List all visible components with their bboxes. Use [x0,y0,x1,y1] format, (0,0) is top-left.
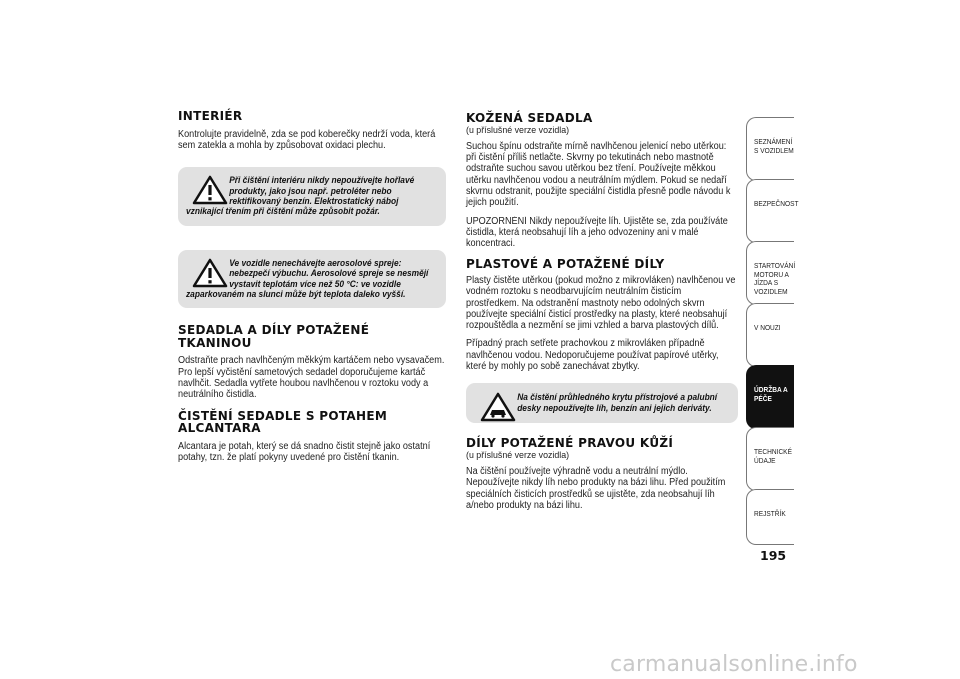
warning-box-flammable [178,167,446,226]
alcantara-text: Alcantara je potah, který se dá snadno čistit stejně jako ostatní potahy, tzn. že platí pokyny uvedené pro čistění tkanin. [178,440,431,463]
kuze-text: Na čištění používejte výhradně vodu a neutrální mýdlo. Nepoužívejte nikdy líh nebo produkty na bázi lihu. Před použitím speciálních čisticích prostředků se ujistěte, zda neobsahují líh a/nebo produkty na bázi lihu. [466,465,726,511]
section-heading-kuze: DÍLY POTAŽENÉ PRAVOU KŮŽÍ [466,436,674,451]
page-number: 195 [760,548,787,563]
section-heading-plastove: PLASTOVÉ A POTAŽENÉ DÍLY [466,257,665,272]
tab-seznameni[interactable]: SEZNÁMENÍ S VOZIDLEM [746,117,794,181]
warning-text-flammable: Při čištění interiéru nikdy nepoužívejte hořlavé produkty, jako jsou např. petroléter nebo rektifikovaný benzín. Elektrostatický náboj vznikající třením při čištění může způsobit požár. [186,175,415,217]
warning-box-aerosol [178,250,446,309]
tab-udrzba-active[interactable]: ÚDRŽBA A PÉČE [746,365,794,429]
right-column [466,112,738,518]
kozena-notice: UPOZORNĚNÍ Nikdy nepoužívejte líh. Ujistěte se, zda používáte čistidla, která neobsahují líh a jeho odvozeniny ani v malé koncentraci. [466,215,728,250]
warning-text-dashboard: Na čistění průhledného krytu přístrojové a palubní desky nepoužívejte líh, benzín ani jejich deriváty. [517,392,718,413]
tab-technicke-udaje[interactable]: TECHNICKÉ ÚDAJE [746,427,794,491]
tab-v-nouzi[interactable]: V NOUZI [746,303,794,367]
tab-rejstrik[interactable]: REJSTŘÍK [746,489,794,545]
tab-startovani[interactable]: STARTOVÁNÍ MOTORU A JÍZDA S VOZIDLEM [746,241,794,305]
kozena-text: Suchou špínu odstraňte mírně navlhčenou jelenicí nebo utěrkou: při čistění příliš netlačte. Skvrny po tekutinách nebo mastnotě odstraňte suchou savou utěrkou bez tření. Používejte měkkou utěrku navlhčenou vodou a neutrálním mýdlem. Pokud se nedaří skvrnu odstranit, použijte speciální čistidla přesně podle návodu k jejich použití. [466,140,731,209]
warning-text-aerosol: Ve vozidle nenechávejte aerosolové spreje: nebezpečí výbuchu. Aerosolové spreje se nesmějí vystavit teplotám více než 50 °C: ve vozidle zaparkovaném na slunci může být teplota daleko vyšší. [186,257,429,299]
tab-bezpecnost[interactable]: BEZPEČNOST [746,179,794,243]
section-heading-alcantara: ČISTĚNÍ SEDADLE S POTAHEM ALCANTARA [178,408,388,436]
kozena-subtitle: (u příslušné verze vozidla) [466,124,570,136]
section-heading-kozena: KOŽENÁ SEDADLA [466,111,593,125]
plastove-text: Plasty čistěte utěrkou (pokud možno z mikrovláken) navlhčenou ve vodném roztoku s neodbarvujícím neutrálním čisticím prostředkem. Na odstranění mastnoty nebo odolných skvrn používejte speciální čisticí prostředky na plasty, které neobsahují rozpouštědla a nezmění se jimi vzhled a barva plastových dílů. [466,274,736,332]
section-heading-interier: INTERIÉR [178,109,243,123]
watermark: carmanualsonline.info [610,652,858,677]
left-column [178,110,446,470]
interier-text: Kontrolujte pravidelně, zda se pod koberečky nedrží voda, která sem zatekla a mohla by způsobovat oxidaci plechu. [178,128,436,151]
plastove-text-2: Případný prach setřete prachovkou z mikrovláken případně navlhčenou vodou. Nedoporučujeme používat papírové utěrky, které by mohly po sobě zanechávat zbytky. [466,338,719,373]
sedadla-text: Odstraňte prach navlhčeným měkkým kartáčem nebo vysavačem. Pro lepší vyčistění sametových sedadel doporučujeme kartáč navlhčit. Sedadla vytřete houbou navlhčenou v roztoku vody a neutrálního čistidla. [178,355,445,401]
kuze-subtitle: (u příslušné verze vozidla) [466,449,570,461]
warning-box-dashboard [466,383,738,423]
section-heading-sedadla: SEDADLA A DÍLY POTAŽENÉ TKANINOU [178,323,370,350]
